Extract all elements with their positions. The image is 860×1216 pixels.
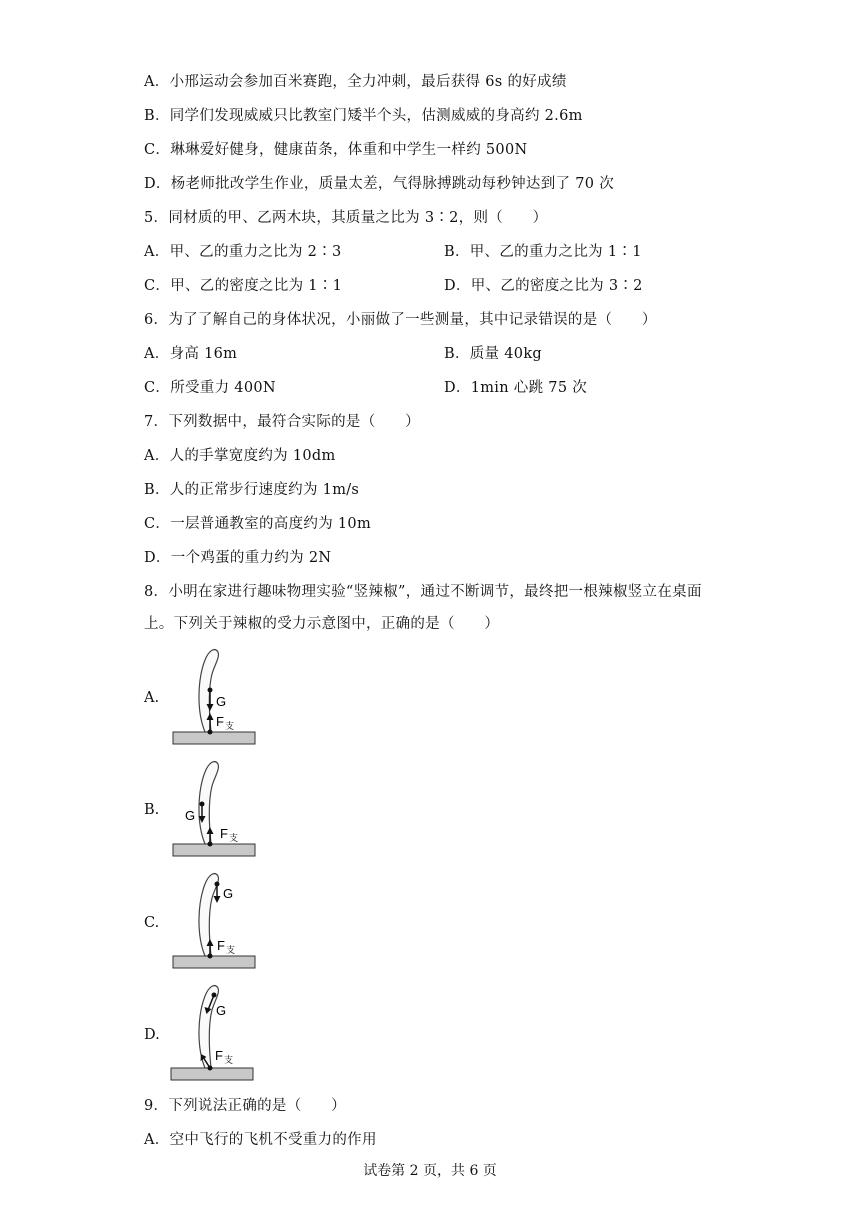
support-label: F xyxy=(216,714,224,729)
gravity-label: G xyxy=(216,1003,227,1018)
option-5a: A．甲、乙的重力之比为 2∶3 xyxy=(144,244,342,260)
table-surface xyxy=(173,732,255,744)
figure-c-label: C. xyxy=(144,915,160,931)
figure-d xyxy=(165,980,265,1084)
option-5d: D．甲、乙的密度之比为 3∶2 xyxy=(444,278,643,294)
figure-c xyxy=(165,868,265,972)
support-label: F xyxy=(217,938,225,953)
option-6c: C．所受重力 400N xyxy=(144,380,276,396)
question-7: 7．下列数据中，最符合实际的是（ ） xyxy=(144,414,420,430)
support-subscript: 支 xyxy=(224,1056,234,1066)
option-6b: B．质量 40kg xyxy=(444,346,542,362)
figure-a xyxy=(165,644,265,748)
question-5: 5．同材质的甲、乙两木块，其质量之比为 3∶2，则（ ） xyxy=(144,210,548,226)
option-9a: A．空中飞行的飞机不受重力的作用 xyxy=(144,1132,377,1148)
support-label: F xyxy=(215,1048,223,1063)
support-subscript: 支 xyxy=(225,722,235,732)
support-subscript: 支 xyxy=(226,946,236,956)
option-4c: C．琳琳爱好健身，健康苗条，体重和中学生一样约 500N xyxy=(144,142,528,158)
figure-d-label: D. xyxy=(144,1027,160,1043)
option-6d: D．1min 心跳 75 次 xyxy=(444,380,588,396)
table-surface xyxy=(173,956,255,968)
support-label: F xyxy=(220,826,228,841)
question-6: 6．为了了解自己的身体状况，小丽做了一些测量，其中记录错误的是（ ） xyxy=(144,312,657,328)
question-8-line-1: 8．小明在家进行趣味物理实验“竖辣椒”，通过不断调节，最终把一根辣椒竖立在桌面 xyxy=(144,584,702,600)
table-surface xyxy=(171,1068,253,1080)
option-5b: B．甲、乙的重力之比为 1∶1 xyxy=(444,244,642,260)
option-4b: B．同学们发现威威只比教室门矮半个头，估测威威的身高约 2.6m xyxy=(144,108,583,124)
option-7b: B．人的正常步行速度约为 1m/s xyxy=(144,482,360,498)
gravity-arrow xyxy=(214,896,221,903)
support-subscript: 支 xyxy=(229,834,239,844)
table-surface xyxy=(173,844,255,856)
option-7c: C．一层普通教室的高度约为 10m xyxy=(144,516,372,532)
figure-a-label: A. xyxy=(144,690,160,706)
question-9: 9．下列说法正确的是（ ） xyxy=(144,1098,346,1114)
option-5c: C．甲、乙的密度之比为 1∶1 xyxy=(144,278,343,294)
option-7d: D．一个鸡蛋的重力约为 2N xyxy=(144,550,332,566)
gravity-label: G xyxy=(216,694,227,709)
question-8-line-2: 上。下列关于辣椒的受力示意图中，正确的是（ ） xyxy=(144,616,500,632)
option-4a: A．小邢运动会参加百米赛跑，全力冲刺，最后获得 6s 的好成绩 xyxy=(144,74,567,90)
gravity-label: G xyxy=(185,808,196,823)
option-4d: D．杨老师批改学生作业，质量太差，气得脉搏跳动每秒钟达到了 70 次 xyxy=(144,176,614,192)
option-7a: A．人的手掌宽度约为 10dm xyxy=(144,448,336,464)
figure-b xyxy=(165,756,265,860)
gravity-label: G xyxy=(223,886,234,901)
figure-b-label: B. xyxy=(144,802,160,818)
page-footer: 试卷第 2 页，共 6 页 xyxy=(363,1163,497,1179)
option-6a: A．身高 16m xyxy=(144,346,238,362)
